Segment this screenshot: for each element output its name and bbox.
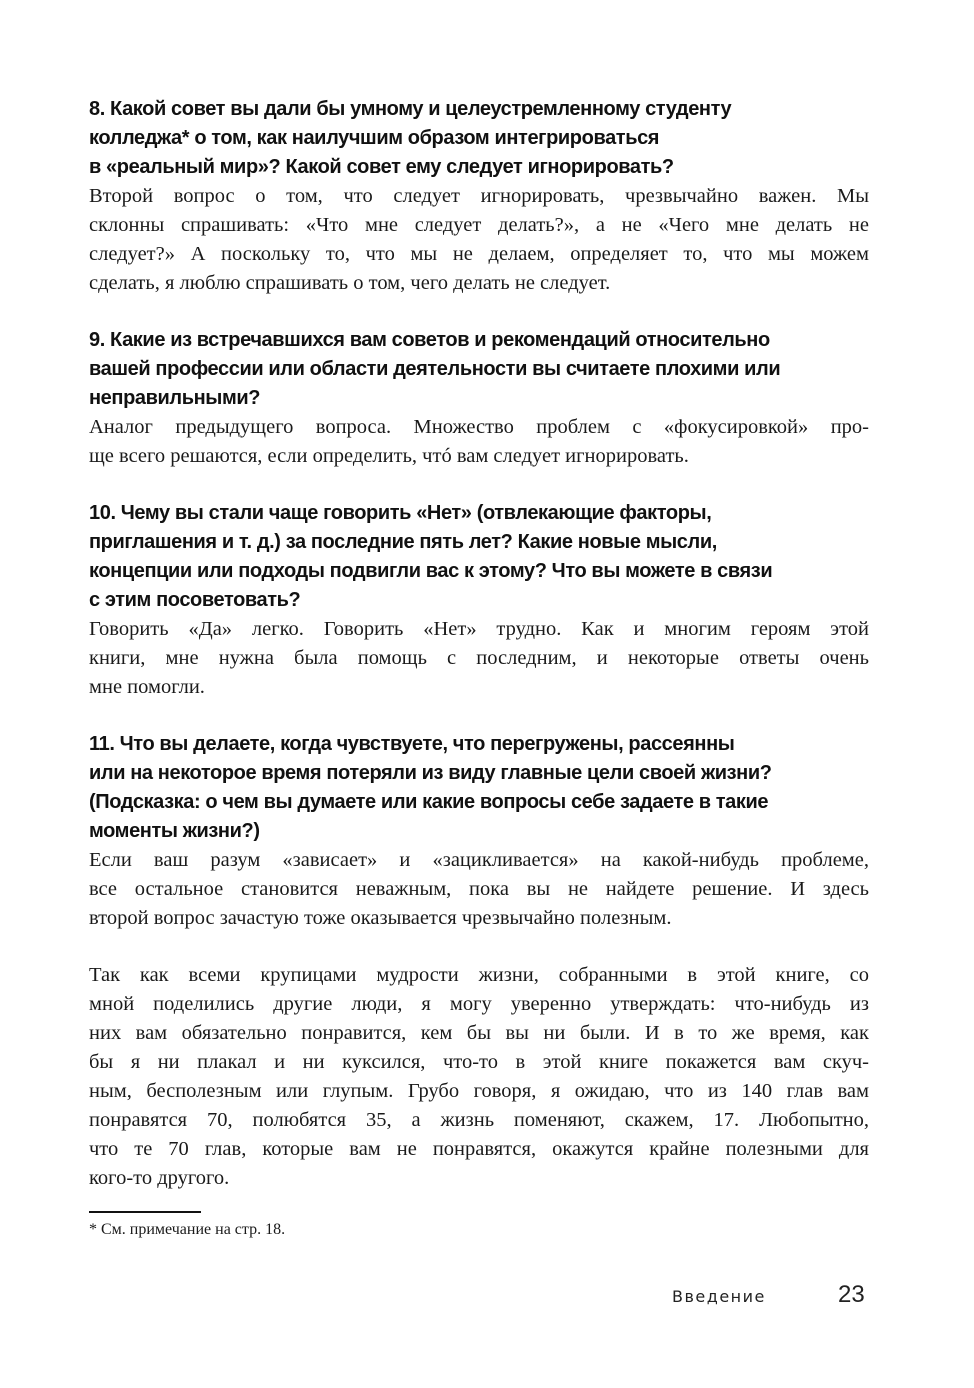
- heading-line: приглашения и т. д.) за последние пять лет? Какие новые мысли,: [89, 531, 717, 553]
- text-line: склонны спрашивать: «Что мне следует делать?», а не «Чего мне делать не: [89, 214, 869, 236]
- text-line: понравятся 70, полюбятся 35, а жизнь поменяют, скажем, 17. Любопытно,: [89, 1109, 869, 1131]
- heading-line: 9. Какие из встречавшихся вам советов и рекомендаций относительно: [89, 329, 770, 351]
- heading-line: моменты жизни?): [89, 820, 260, 842]
- text-line: ще всего решаются, если определить, чтó вам следует игнорировать.: [89, 445, 689, 467]
- text-line: Второй вопрос о том, что следует игнорировать, чрезвычайно важен. Мы: [89, 185, 869, 207]
- heading-line: вашей профессии или области деятельности вы считаете плохими или: [89, 358, 781, 380]
- footnote: * См. примечание на стр. 18.: [89, 1221, 286, 1238]
- question-8-answer: [89, 182, 869, 298]
- text-line: Если ваш разум «зависает» и «зацикливается» на какой-нибудь проблеме,: [89, 849, 869, 871]
- text-line: них вам обязательно понравится, кем бы вы ни были. И в то же время, как: [89, 1022, 869, 1044]
- heading-line: или на некоторое время потеряли из виду главные цели своей жизни?: [89, 762, 772, 784]
- heading-line: 8. Какой совет вы дали бы умному и целеустремленному студенту: [89, 98, 732, 120]
- text-line: кого-то другого.: [89, 1167, 230, 1189]
- text-line: Так как всеми крупицами мудрости жизни, собранными в этой книге, со: [89, 964, 869, 986]
- question-10-answer: [89, 615, 869, 702]
- question-11-answer: [89, 846, 869, 933]
- heading-line: (Подсказка: о чем вы думаете или какие вопросы себе задаете в такие: [89, 791, 769, 813]
- question-8-heading: [89, 95, 869, 182]
- text-line: Говорить «Да» легко. Говорить «Нет» трудно. Как и многим героям этой: [89, 618, 869, 640]
- question-11-heading: [89, 730, 869, 846]
- heading-line: неправильными?: [89, 387, 261, 409]
- question-10-heading: [89, 499, 869, 615]
- text-line: Аналог предыдущего вопроса. Множество проблем с «фокусировкой» про-: [89, 416, 869, 438]
- text-line: все остальное становится неважным, пока вы не найдете решение. И здесь: [89, 878, 869, 900]
- heading-line: колледжа* о том, как наилучшим образом интегрироваться: [89, 127, 660, 149]
- closing-paragraph: [89, 961, 869, 1193]
- heading-line: концепции или подходы подвигли вас к этому? Что вы можете в связи: [89, 560, 773, 582]
- page-number: 23: [838, 1281, 865, 1308]
- heading-line: в «реальный мир»? Какой совет ему следует игнорировать?: [89, 156, 674, 178]
- text-line: книги, мне нужна была помощь с последним, и некоторые ответы очень: [89, 647, 869, 669]
- text-line: следует?» А поскольку то, что мы не делаем, определяет то, что мы можем: [89, 243, 869, 265]
- heading-line: с этим посоветовать?: [89, 589, 301, 611]
- running-footer-section: Введение: [672, 1287, 766, 1306]
- text-line: мне помогли.: [89, 676, 205, 698]
- text-line: второй вопрос зачастую тоже оказывается чрезвычайно полезным.: [89, 907, 672, 929]
- footnote-divider: [89, 1211, 201, 1213]
- question-9-answer: [89, 413, 869, 471]
- text-line: что те 70 глав, которые вам не понравятся, окажутся крайне полезными для: [89, 1138, 869, 1160]
- text-line: бы я ни плакал и ни куксился, что-то в этой книге покажется вам скуч-: [89, 1051, 869, 1073]
- text-line: сделать, я люблю спрашивать о том, чего делать не следует.: [89, 272, 611, 294]
- question-9-heading: [89, 326, 869, 413]
- text-line: мной поделились другие люди, я могу уверенно утверждать: что-нибудь из: [89, 993, 869, 1015]
- heading-line: 11. Что вы делаете, когда чувствуете, что перегружены, рассеянны: [89, 733, 735, 755]
- heading-line: 10. Чему вы стали чаще говорить «Нет» (отвлекающие факторы,: [89, 502, 712, 524]
- text-line: ным, бесполезным или глупым. Грубо говоря, я ожидаю, что из 140 глав вам: [89, 1080, 869, 1102]
